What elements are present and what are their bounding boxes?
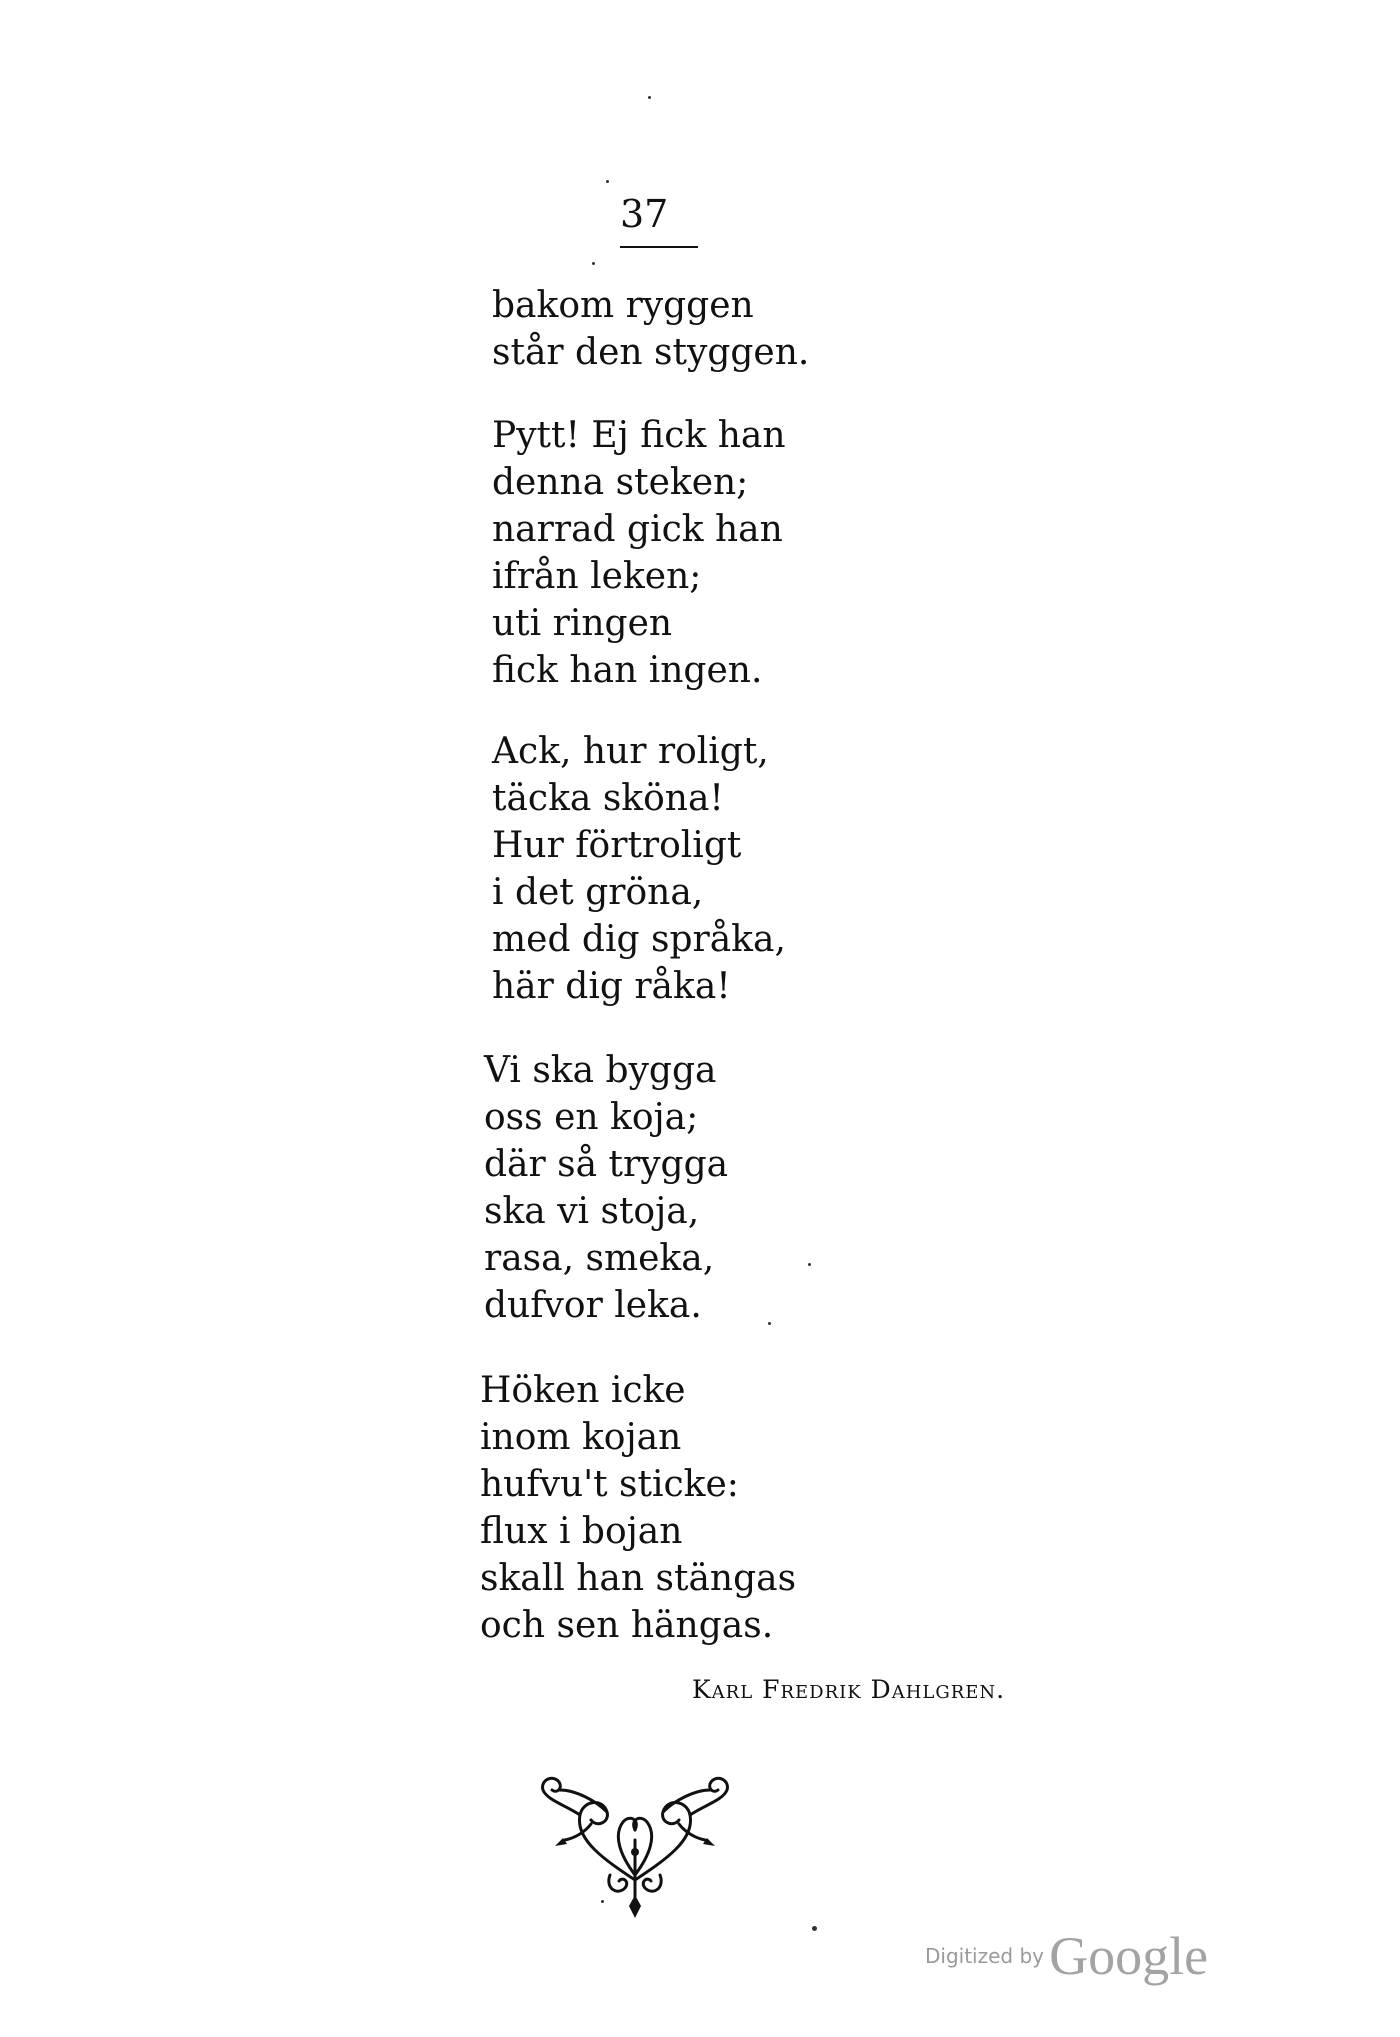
page-number: 37 [620, 192, 669, 236]
verse-line: bakom ryggen [492, 285, 754, 326]
stanza-1 [492, 282, 809, 376]
verse-line: Vi ska bygga [484, 1050, 717, 1091]
verse-line: flux i bojan [480, 1511, 683, 1552]
verse-line: ska vi stoja, [484, 1191, 700, 1232]
verse-line: Ack, hur roligt, [492, 731, 769, 772]
verse-line: där så trygga [484, 1144, 729, 1185]
verse-line: uti ringen [492, 603, 673, 644]
stanza-5 [480, 1367, 796, 1649]
watermark-prefix: Digitized by [925, 1944, 1044, 1968]
verse-line: står den styggen. [492, 332, 810, 373]
verse-line: Höken icke [480, 1370, 686, 1411]
vignette-scroll-ornament-icon [535, 1760, 735, 1920]
verse-line: oss en koja; [484, 1097, 699, 1138]
verse-line: Pytt! Ej fick han [492, 415, 786, 456]
print-speck [648, 96, 651, 99]
verse-line: narrad gick han [492, 509, 783, 550]
verse-line: täcka sköna! [492, 778, 724, 819]
stanza-3 [492, 728, 786, 1010]
stanza-4 [484, 1047, 728, 1329]
verse-line: dufvor leka. [484, 1285, 702, 1326]
print-speck [601, 1900, 604, 1903]
print-speck [808, 1263, 811, 1266]
print-speck [812, 1926, 817, 1931]
verse-line: Hur förtroligt [492, 825, 742, 866]
author-signature: Karl Fredrik Dahlgren. [692, 1675, 1006, 1704]
verse-line: ifrån leken; [492, 556, 702, 597]
digitized-by-watermark [925, 1925, 1208, 1987]
watermark-brand: Google [1049, 1926, 1209, 1986]
verse-line: här dig råka! [492, 966, 731, 1007]
verse-line: inom kojan [480, 1417, 682, 1458]
verse-line: i det gröna, [492, 872, 704, 913]
verse-line: och sen hängas. [480, 1605, 774, 1646]
print-speck [606, 180, 609, 183]
verse-line: fick han ingen. [492, 650, 763, 691]
verse-line: hufvu't sticke: [480, 1464, 739, 1505]
verse-line: rasa, smeka, [484, 1238, 715, 1279]
print-speck [592, 262, 595, 265]
stanza-2 [492, 412, 786, 694]
verse-line: skall han stängas [480, 1558, 797, 1599]
verse-line: denna steken; [492, 462, 749, 503]
print-speck [768, 1322, 771, 1325]
verse-line: med dig språka, [492, 919, 786, 960]
page-number-rule [620, 246, 698, 248]
